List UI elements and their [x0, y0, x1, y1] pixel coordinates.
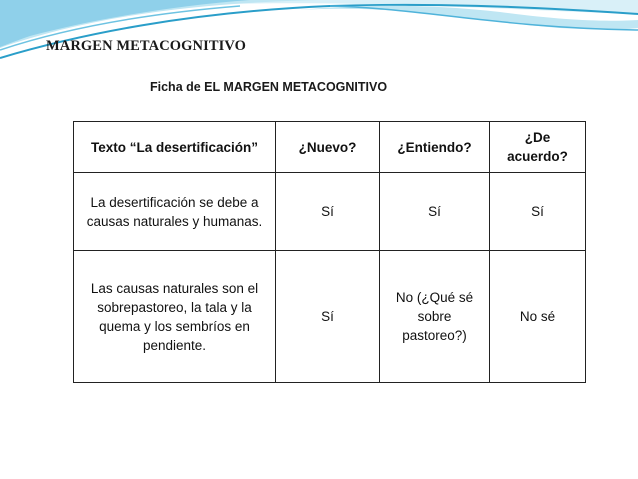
table-cell: Las causas naturales son el sobrepastoreo, la tala y la quema y los sembríos en pendiente.	[74, 251, 276, 383]
table-cell: Sí	[276, 251, 380, 383]
metacognitive-table	[73, 121, 586, 383]
header-cell-agree: ¿De acuerdo?	[490, 122, 586, 173]
table-row	[74, 173, 586, 251]
table-header-row	[74, 122, 586, 173]
table-cell: No sé	[490, 251, 586, 383]
table-row	[74, 251, 586, 383]
table-cell: Sí	[490, 173, 586, 251]
header-cell-text: Texto “La desertificación”	[74, 122, 276, 173]
table-cell: Sí	[380, 173, 490, 251]
table-caption: Ficha de EL MARGEN METACOGNITIVO	[150, 80, 388, 94]
table-cell: No (¿Qué sé sobre pastoreo?)	[380, 251, 490, 383]
header-cell-understand: ¿Entiendo?	[380, 122, 490, 173]
header-cell-new: ¿Nuevo?	[276, 122, 380, 173]
table-cell: La desertificación se debe a causas naturales y humanas.	[74, 173, 276, 251]
slide-title: MARGEN METACOGNITIVO	[46, 38, 247, 54]
table-cell: Sí	[276, 173, 380, 251]
